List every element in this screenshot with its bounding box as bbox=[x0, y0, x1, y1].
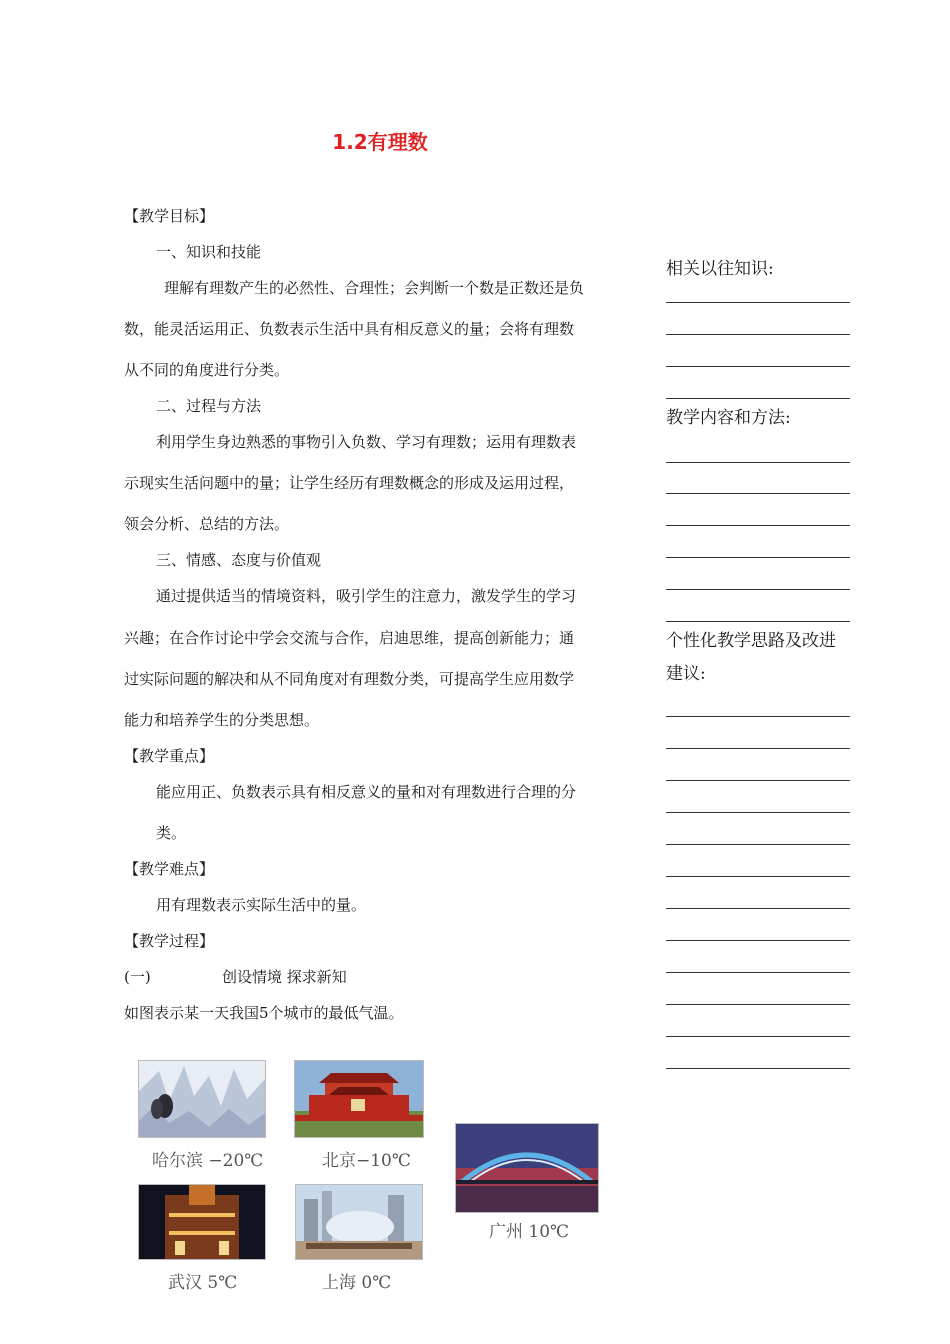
blank-line bbox=[666, 493, 850, 494]
goal1-line-3: 从不同的角度进行分类。 bbox=[124, 361, 290, 379]
step1-title: 创设情境 探求新知 bbox=[222, 968, 347, 986]
blank-line bbox=[666, 780, 850, 781]
harbin-caption: 哈尔滨 −20℃ bbox=[152, 1151, 264, 1171]
shanghai-photo bbox=[295, 1184, 423, 1260]
key-line-2: 类。 bbox=[156, 824, 187, 842]
blank-line bbox=[666, 844, 850, 845]
goal2-line-1: 利用学生身边熟悉的事物引入负数、学习有理数；运用有理数表 bbox=[156, 433, 577, 451]
difficulty-line: 用有理数表示实际生活中的量。 bbox=[156, 896, 367, 914]
wuhan-caption: 武汉 5℃ bbox=[168, 1273, 238, 1293]
blank-line bbox=[666, 1004, 850, 1005]
blank-line bbox=[666, 366, 850, 367]
blank-line bbox=[666, 908, 850, 909]
beijing-photo bbox=[294, 1060, 424, 1138]
blank-line bbox=[666, 557, 850, 558]
blank-line bbox=[666, 876, 850, 877]
beijing-caption: 北京−10℃ bbox=[322, 1151, 411, 1171]
blank-line bbox=[666, 621, 850, 622]
harbin-photo bbox=[138, 1060, 266, 1138]
goal-heading: 【教学目标】 bbox=[124, 207, 215, 225]
guangzhou-photo bbox=[455, 1123, 599, 1213]
key-heading: 【教学重点】 bbox=[124, 747, 215, 765]
goal3-heading: 三、情感、态度与价值观 bbox=[156, 551, 322, 569]
blank-line bbox=[666, 302, 850, 303]
difficulty-heading: 【教学难点】 bbox=[124, 860, 215, 878]
step1-number: (一) bbox=[124, 968, 151, 986]
blank-line bbox=[666, 716, 850, 717]
process-heading: 【教学过程】 bbox=[124, 932, 215, 950]
blank-line bbox=[666, 940, 850, 941]
guangzhou-caption: 广州 10℃ bbox=[489, 1222, 570, 1242]
goal3-line-2: 兴趣；在合作讨论中学会交流与合作，启迪思维，提高创新能力；通 bbox=[124, 629, 575, 647]
goal2-heading: 二、过程与方法 bbox=[156, 397, 262, 415]
blank-line bbox=[666, 525, 850, 526]
sidebar-label-suggestions-2: 建议: bbox=[666, 664, 706, 684]
goal3-line-1: 通过提供适当的情境资料，吸引学生的注意力，激发学生的学习 bbox=[156, 587, 577, 605]
blank-line bbox=[666, 1036, 850, 1037]
wuhan-photo bbox=[138, 1184, 266, 1260]
blank-line bbox=[666, 972, 850, 973]
shanghai-caption: 上海 0℃ bbox=[322, 1273, 392, 1293]
blank-line bbox=[666, 812, 850, 813]
intro-line: 如图表示某一天我国5个城市的最低气温。 bbox=[124, 1004, 404, 1022]
goal3-line-3: 过实际问题的解决和从不同角度对有理数分类，可提高学生应用数学 bbox=[124, 670, 575, 688]
blank-line bbox=[666, 398, 850, 399]
blank-line bbox=[666, 334, 850, 335]
sidebar-label-suggestions-1: 个性化教学思路及改进 bbox=[666, 631, 836, 651]
goal2-line-2: 示现实生活问题中的量；让学生经历有理数概念的形成及运用过程， bbox=[124, 474, 575, 492]
blank-line bbox=[666, 1068, 850, 1069]
goal1-heading: 一、知识和技能 bbox=[156, 243, 262, 261]
goal1-line-2: 数，能灵活运用正、负数表示生活中具有相反意义的量；会将有理数 bbox=[124, 320, 575, 338]
blank-line bbox=[666, 462, 850, 463]
key-line-1: 能应用正、负数表示具有相反意义的量和对有理数进行合理的分 bbox=[156, 783, 577, 801]
sidebar-label-prior-knowledge: 相关以往知识: bbox=[666, 259, 774, 279]
page-title: 1.2有理数 bbox=[332, 130, 428, 154]
goal3-line-4: 能力和培养学生的分类思想。 bbox=[124, 711, 320, 729]
goal1-line-1: 理解有理数产生的必然性、合理性；会判断一个数是正数还是负 bbox=[164, 279, 585, 297]
goal2-line-3: 领会分析、总结的方法。 bbox=[124, 515, 290, 533]
blank-line bbox=[666, 748, 850, 749]
blank-line bbox=[666, 589, 850, 590]
sidebar-label-content-method: 教学内容和方法: bbox=[666, 408, 791, 428]
